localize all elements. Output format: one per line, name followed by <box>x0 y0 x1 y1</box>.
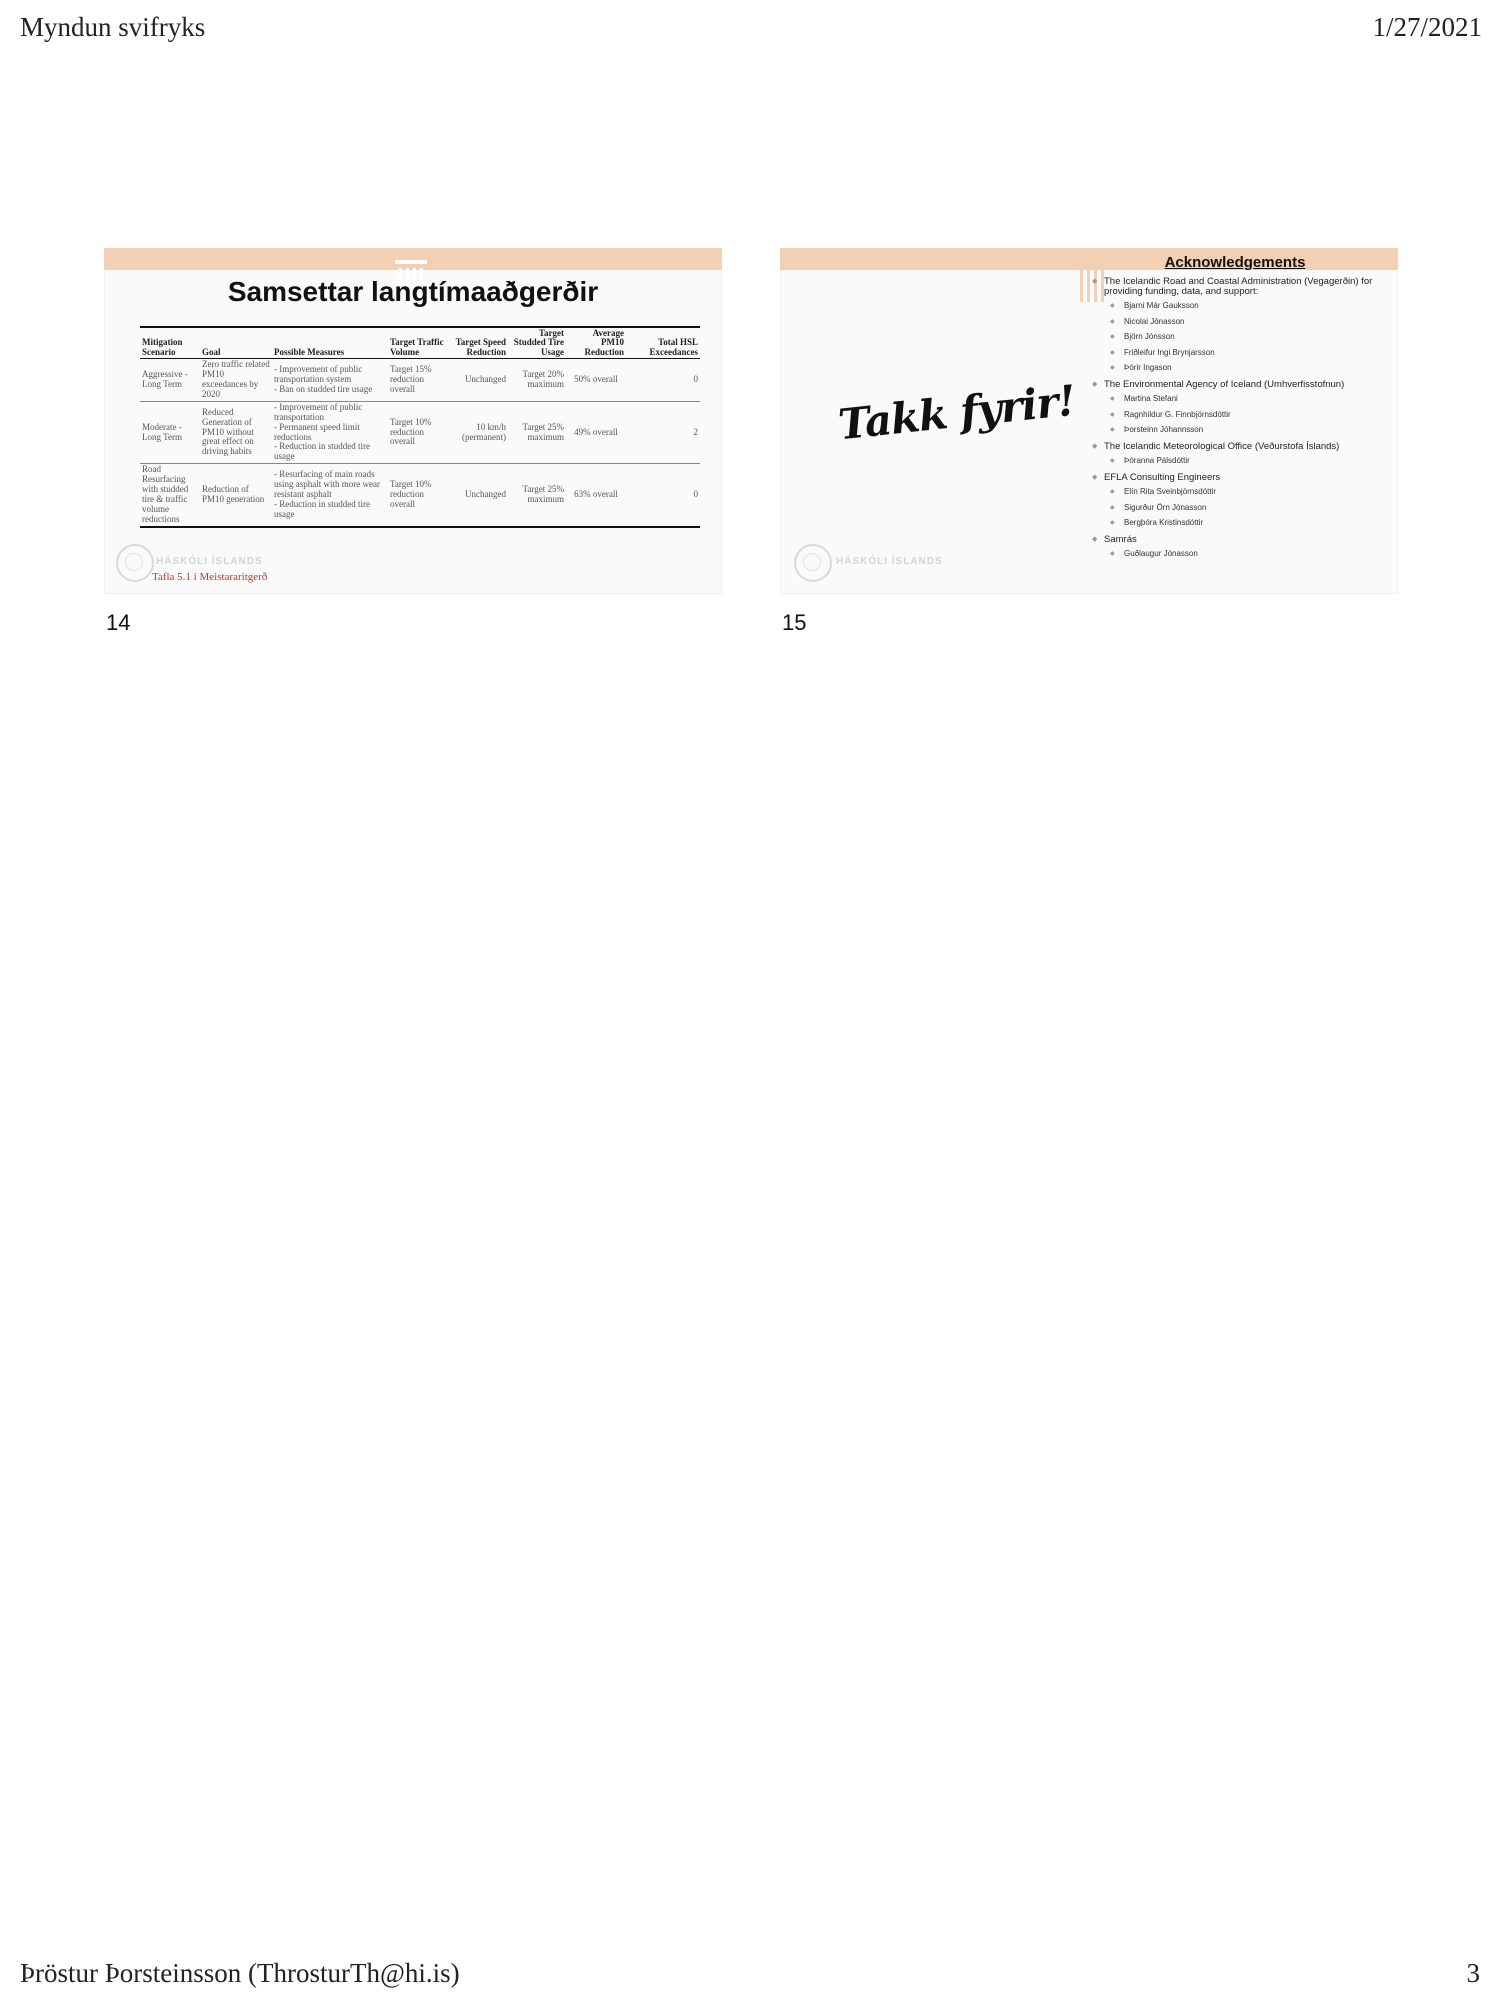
thank-you-text: Takk fyrir! <box>836 375 1078 450</box>
ack-person: ◆ Þóranna Pálsdóttir <box>1092 457 1392 465</box>
table-caption: Tafla 5.1 í Meistararitgerð <box>152 571 268 583</box>
table-cell: Target 25% maximum <box>508 401 566 463</box>
ack-person: ◆ Bjarni Már Gauksson <box>1092 302 1392 310</box>
table-cell: Target 10% reduction overall <box>388 401 446 463</box>
ack-organization: ◆ The Icelandic Meteorological Office (Veðurstofa Íslands) <box>1092 442 1392 452</box>
ack-person: ◆ Friðleifur Ingi Brynjarsson <box>1092 349 1392 357</box>
ack-person: ◆ Bergþóra Kristinsdóttir <box>1092 519 1392 527</box>
table-header: Goal <box>200 327 272 359</box>
slide-15 <box>780 248 1398 594</box>
document-date: 1/27/2021 <box>1372 12 1482 42</box>
table-header: Mitigation Scenario <box>140 327 200 359</box>
table-cell: Unchanged <box>446 359 508 402</box>
table-cell: Road Resurfacing with studded tire & traffic volume reductions <box>140 464 200 527</box>
ack-organization: ◆ The Icelandic Road and Coastal Administration (Vegagerðin) for providing funding, data, and support: <box>1092 277 1392 296</box>
ack-person: ◆ Þórir Ingason <box>1092 364 1392 372</box>
table-header: Possible Measures <box>272 327 388 359</box>
table-cell: 2 <box>626 401 700 463</box>
slide-number: 15 <box>782 610 807 635</box>
university-seal-icon <box>794 544 832 582</box>
table-cell: Reduction of PM10 generation <box>200 464 272 527</box>
table-cell: 0 <box>626 359 700 402</box>
table-cell: Zero traffic related PM10 exceedances by 2020 <box>200 359 272 402</box>
table-row <box>140 359 700 402</box>
table-cell: - Improvement of public transportation - Permanent speed limit reductions - Reduction in studded tire usage <box>272 401 388 463</box>
table-cell: 50% overall <box>566 359 626 402</box>
table-cell: - Improvement of public transportation system - Ban on studded tire usage <box>272 359 388 402</box>
slide-14 <box>104 248 722 594</box>
table-cell: 10 km/h (permanent) <box>446 401 508 463</box>
page-number: 3 <box>1466 1958 1480 1988</box>
table-cell: Moderate - Long Term <box>140 401 200 463</box>
table-row <box>140 464 700 527</box>
table-cell: Aggressive - Long Term <box>140 359 200 402</box>
ack-person: ◆ Björn Jónsson <box>1092 333 1392 341</box>
footer-author: Þröstur Þorsteinsson (ThrosturTh@hi.is) <box>20 1958 460 1988</box>
ack-person: ◆ Þorsteinn Jóhannsson <box>1092 426 1392 434</box>
mitigation-table-wrap <box>140 326 700 528</box>
university-name: HÁSKÓLI ÍSLANDS <box>836 556 943 567</box>
table-cell: - Resurfacing of main roads using asphalt with more wear resistant asphalt - Reduction in studded tire usage <box>272 464 388 527</box>
table-cell: Target 10% reduction overall <box>388 464 446 527</box>
slide-title: Samsettar langtímaaðgerðir <box>227 276 599 307</box>
table-cell: Target 20% maximum <box>508 359 566 402</box>
document-title: Myndun svifryks <box>20 12 206 42</box>
ack-person: ◆ Martina Stefani <box>1092 395 1392 403</box>
slide-number: 14 <box>106 610 131 635</box>
university-name: HÁSKÓLI ÍSLANDS <box>156 556 263 567</box>
acknowledgements-list <box>1092 277 1392 566</box>
ack-person: ◆ Sigurður Örn Jónasson <box>1092 504 1392 512</box>
table-header: Target Studded Tire Usage <box>508 327 566 359</box>
ack-person: ◆ Guðlaugur Jónasson <box>1092 550 1392 558</box>
table-cell: Unchanged <box>446 464 508 527</box>
table-header: Average PM10 Reduction <box>566 327 626 359</box>
table-cell: 0 <box>626 464 700 527</box>
ack-organization: ◆ EFLA Consulting Engineers <box>1092 473 1392 483</box>
table-row <box>140 401 700 463</box>
table-header: Target Traffic Volume <box>388 327 446 359</box>
table-cell: Target 15% reduction overall <box>388 359 446 402</box>
ack-organization: ◆ The Environmental Agency of Iceland (Umhverfisstofnun) <box>1092 380 1392 390</box>
mitigation-table <box>140 326 700 528</box>
acknowledgements-title: Acknowledgements <box>1164 254 1306 271</box>
table-cell: 49% overall <box>566 401 626 463</box>
table-header: Target Speed Reduction <box>446 327 508 359</box>
table-cell: 63% overall <box>566 464 626 527</box>
table-header-row <box>140 327 700 359</box>
university-seal-icon <box>116 544 154 582</box>
table-cell: Target 25% maximum <box>508 464 566 527</box>
table-cell: Reduced Generation of PM10 without great effect on driving habits <box>200 401 272 463</box>
ack-organization: ◆ Samrás <box>1092 535 1392 545</box>
table-header: Total HSL Exceedances <box>626 327 700 359</box>
ack-person: ◆ Elín Rita Sveinbjörnsdóttir <box>1092 488 1392 496</box>
ack-person: ◆ Ragnhildur G. Finnbjörnsdóttir <box>1092 411 1392 419</box>
ack-person: ◆ Nicolai Jónasson <box>1092 318 1392 326</box>
